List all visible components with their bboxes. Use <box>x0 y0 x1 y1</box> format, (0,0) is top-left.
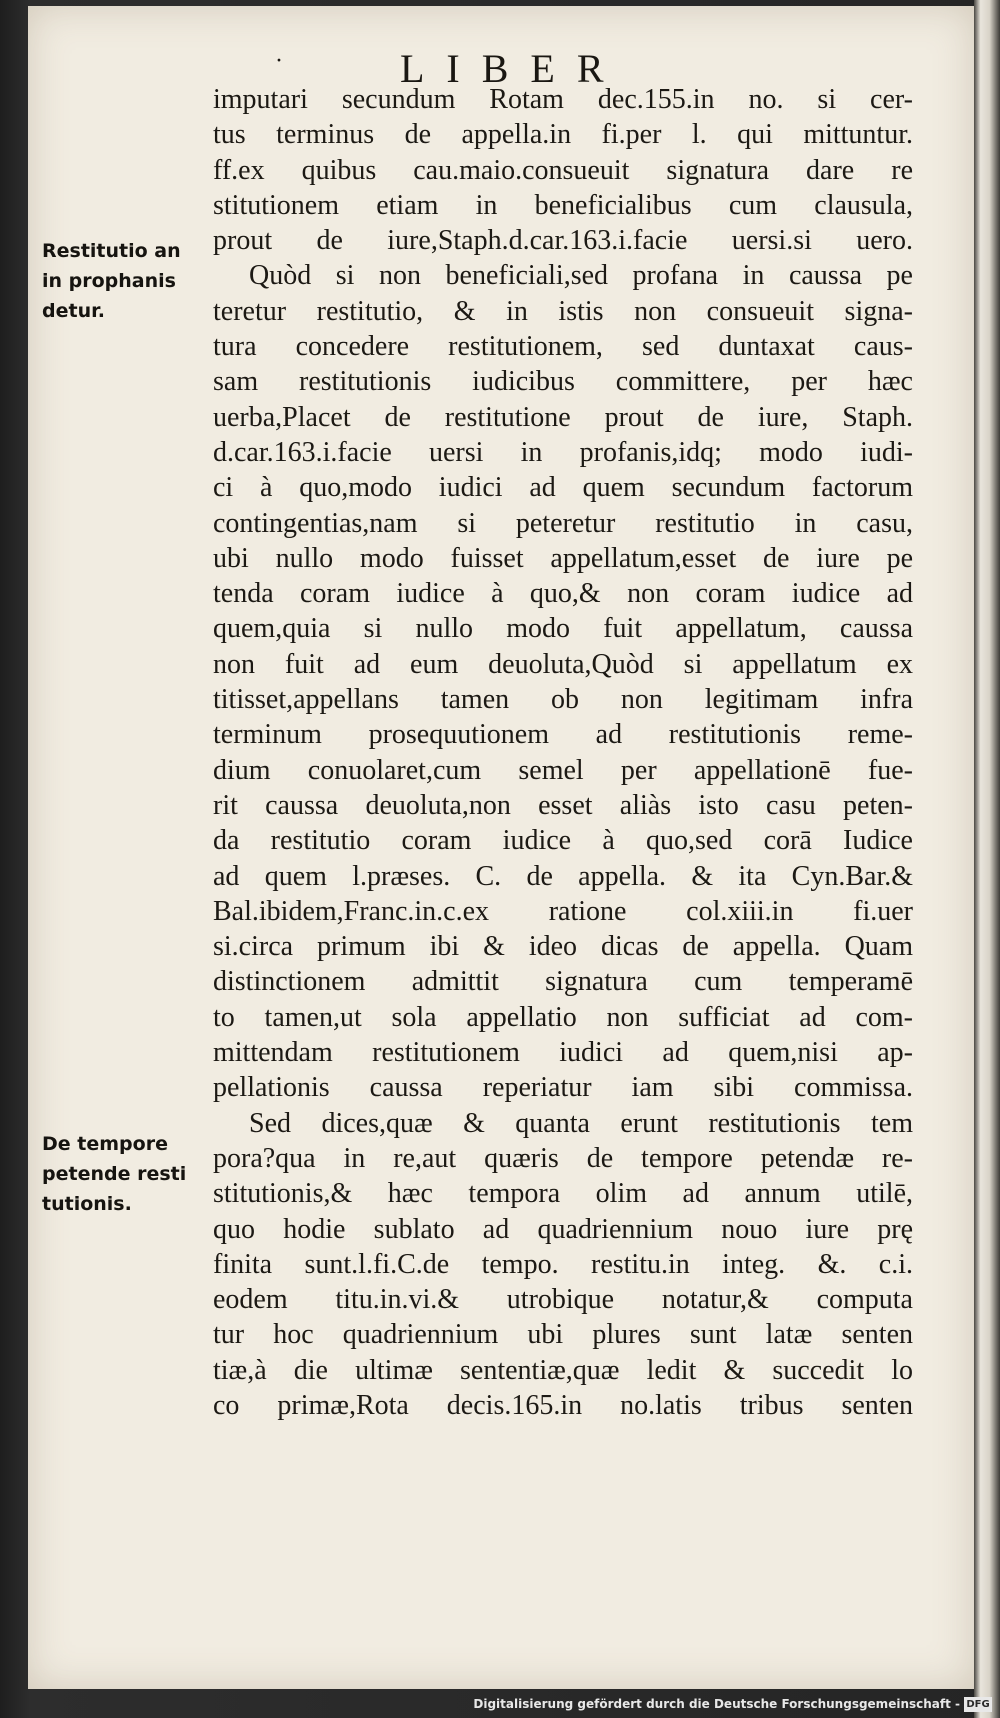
text-line: Sed dices,quæ & quanta erunt restitutionis tem <box>249 1107 913 1139</box>
text-line: tiæ,à die ultimæ sententiæ,quæ ledit & succedit lo <box>213 1354 913 1386</box>
text-line: rit caussa deuoluta,non esset aliàs isto casu peten- <box>213 789 913 821</box>
text-line: dium conuolaret,cum semel per appellationē fue- <box>213 754 913 786</box>
funding-credit: Digitalisierung gefördert durch die Deutsche Forschungsgemeinschaft - <box>473 1697 960 1711</box>
text-line: si.circa primum ibi & ideo dicas de appella. Quam <box>213 931 913 963</box>
text-line: tura concedere restitutionem, sed duntaxat caus- <box>213 331 913 363</box>
text-line: quo hodie sublato ad quadriennium nouo iure prę <box>213 1213 913 1245</box>
text-line: Quòd si non beneficiali,sed profana in caussa pe <box>249 260 913 292</box>
dfg-logo: DFG <box>964 1697 992 1712</box>
text-line: quem,quia si nullo modo fuit appellatum, caussa <box>213 613 913 645</box>
text-line: ubi nullo modo fuisset appellatum,esset de iure pe <box>213 542 913 574</box>
margin-note-line: petende resti <box>42 1163 187 1185</box>
running-head: LIBER <box>400 46 626 91</box>
text-line: stitutionem etiam in beneficialibus cum clausula, <box>213 189 913 221</box>
ornament-dot: · <box>275 48 283 74</box>
text-line: ci à quo,modo iudici ad quem secundum factorum <box>213 472 913 504</box>
text-line: Bal.ibidem,Franc.in.c.ex ratione col.xiii.in fi.uer <box>213 895 913 927</box>
text-line: da restitutio coram iudice à quo,sed corā Iudice <box>213 825 913 857</box>
text-line: stitutionis,& hæc tempora olim ad annum utilē, <box>213 1178 913 1210</box>
text-line: imputari secundum Rotam dec.155.in no. si cer- <box>213 84 913 115</box>
margin-note-restitutio <box>42 236 202 326</box>
text-line: uerba,Placet de restitutione prout de iure, Staph. <box>213 401 913 433</box>
text-line: tenda coram iudice à quo,& non coram iudice ad <box>213 578 913 610</box>
margin-note-line: De tempore <box>42 1133 168 1155</box>
text-line: tur hoc quadriennium ubi plures sunt latæ senten <box>213 1319 913 1351</box>
margin-note-line: detur. <box>42 300 105 322</box>
page-edge <box>974 0 1000 1718</box>
text-line: distinctionem admittit signatura cum temperamē <box>213 966 913 998</box>
text-line: non fuit ad eum deuoluta,Quòd si appellatum ex <box>213 648 913 680</box>
margin-note-line: in prophanis <box>42 270 176 292</box>
text-line: contingentias,nam si peteretur restitutio in casu, <box>213 507 913 539</box>
digitization-footer <box>0 1694 1000 1718</box>
text-line: tus terminus de appella.in fi.per l. qui mittuntur. <box>213 119 913 151</box>
text-line: ad quem l.præses. C. de appella. & ita Cyn.Bar.& <box>213 860 913 892</box>
text-line: ff.ex quibus cau.maio.consueuit signatura dare re <box>213 154 913 186</box>
text-line: mittendam restitutionem iudici ad quem,nisi ap- <box>213 1037 913 1069</box>
text-line: terminum prosequutionem ad restitutionis reme- <box>213 719 913 751</box>
text-line: teretur restitutio, & in istis non consueuit signa- <box>213 295 913 327</box>
text-line: sam restitutionis iudicibus committere, per hæc <box>213 366 913 398</box>
text-line: prout de iure,Staph.d.car.163.i.facie uersi.si uero. <box>213 225 913 257</box>
margin-note-line: tutionis. <box>42 1193 132 1215</box>
text-line: to tamen,ut sola appellatio non sufficiat ad com- <box>213 1001 913 1033</box>
text-line: eodem titu.in.vi.& utrobique notatur,& computa <box>213 1284 913 1316</box>
text-line: d.car.163.i.facie uersi in profanis,idq; modo iudi- <box>213 436 913 468</box>
text-line: pellationis caussa reperiatur iam sibi commissa. <box>213 1072 913 1104</box>
text-line: titisset,appellans tamen ob non legitimam infra <box>213 684 913 716</box>
text-line: pora?qua in re,aut quæris de tempore petendæ re- <box>213 1142 913 1174</box>
margin-note-line: Restitutio an <box>42 240 181 262</box>
margin-note-de-tempore <box>42 1129 202 1219</box>
text-line: co primæ,Rota decis.165.in no.latis tribus senten <box>213 1389 913 1421</box>
text-line: finita sunt.l.fi.C.de tempo. restitu.in integ. &. c.i. <box>213 1248 913 1280</box>
main-text-block <box>213 82 913 1423</box>
